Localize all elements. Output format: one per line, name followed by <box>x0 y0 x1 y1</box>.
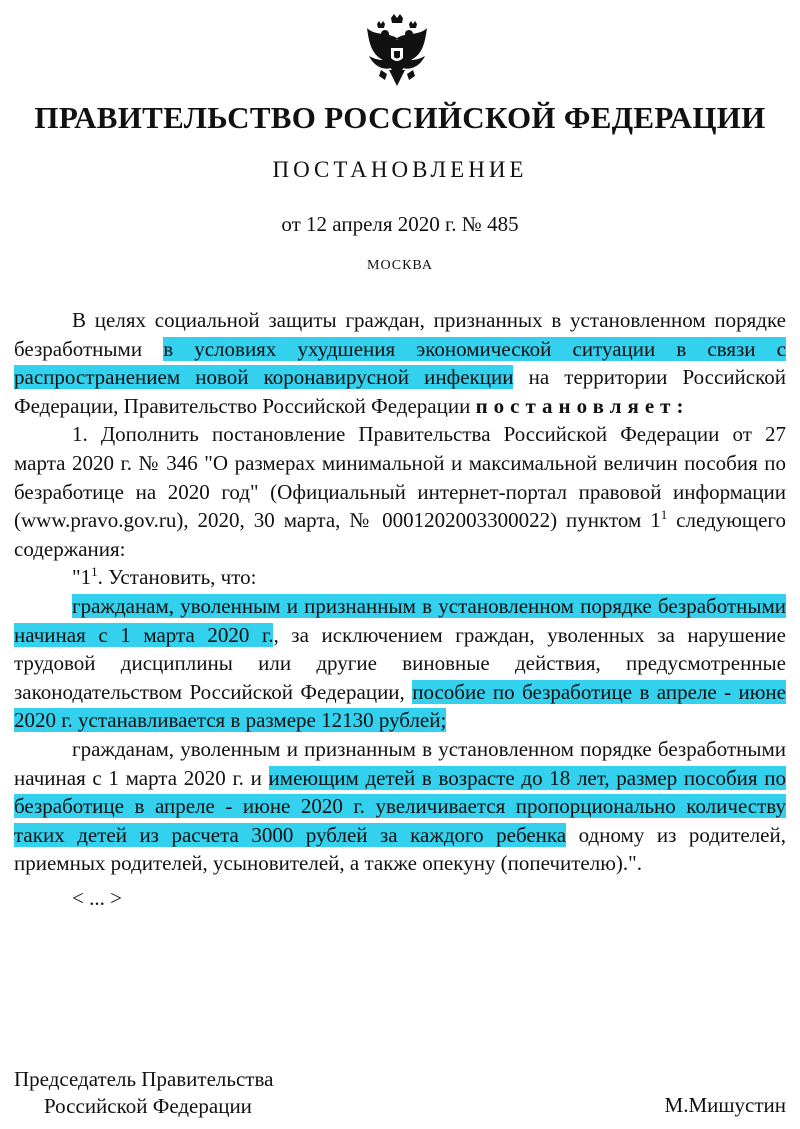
document-type: ПОСТАНОВЛЕНИЕ <box>272 157 528 182</box>
paragraph-b-text: гражданам, уволенным и признанным в установленном порядке безработными начиная с 1 марта 2020 г. и <box>14 736 786 790</box>
quote-heading-number: "1 <box>72 565 92 590</box>
preamble-text-end: на территории Российской Федерации, Правительство Российской Федерации <box>14 365 786 418</box>
government-title: ПРАВИТЕЛЬСТВО РОССИЙСКОЙ ФЕДЕРАЦИИ <box>34 100 766 135</box>
clause-1-paragraph <box>14 420 786 563</box>
paragraph-a-text: , за исключением граждан, уволенных за нарушение трудовой дисциплины или другие виновные действия, предусмотренные законодательством Российской Федерации, <box>14 622 786 704</box>
preamble-highlight: в условиях ухудшения экономической ситуации в связи с распространением новой коронавирусной инфекции <box>14 336 786 390</box>
document-body <box>14 306 786 912</box>
coat-of-arms-emblem <box>361 14 433 88</box>
clause-1-text: 1. Дополнить постановление Правительства Российской Федерации от 27 марта 2020 г. № 346 "О размерах минимальной и максимальной величин пособия по безработице на 2020 год" (Официальный интернет-портал правовой информации (www.pravo.gov.ru), 2020, 30 марта, № 0001202003300022) пунктом 1 <box>14 422 786 533</box>
preamble-text: В целях социальной защиты граждан, признанных в установленном порядке безработными <box>14 308 786 361</box>
paragraph-children-benefit <box>14 735 786 878</box>
clause-1-text-end: следующего содержания: <box>14 508 786 561</box>
signature-name: М.Мишустин <box>664 1093 786 1117</box>
paragraph-b-highlight: имеющим детей в возрасте до 18 лет, размер пособия по безработице в апреле - июне 2020 г. увеличивается пропорционально количеству таких детей из расчета 3000 рублей за каждого ребенка <box>14 765 786 847</box>
omission-mark: < ... > <box>72 885 122 910</box>
decrees-word: постановляет: <box>475 393 690 418</box>
clause-1-superscript: 1 <box>660 507 668 523</box>
paragraph-unemployed-benefit <box>14 592 786 735</box>
paragraph-a-highlight-2: пособие по безработице в апреле - июне 2020 г. устанавливается в размере 12130 рублей; <box>14 679 786 733</box>
quote-heading <box>14 563 786 592</box>
document-city: МОСКВА <box>367 258 433 273</box>
quote-heading-text: . Установить, что: <box>97 565 257 590</box>
signature-title-line-1: Председатель Правительства <box>14 1067 274 1091</box>
paragraph-a-highlight-1: гражданам, уволенным и признанным в установленном порядке безработными начиная с 1 марта 2020 г. <box>14 593 786 647</box>
quote-heading-superscript: 1 <box>91 564 98 580</box>
signature-title <box>14 1066 273 1120</box>
signature-title-line-2: Российской Федерации <box>44 1094 252 1118</box>
preamble-paragraph <box>14 306 786 420</box>
document-date-number: от 12 апреля 2020 г. № 485 <box>281 212 519 236</box>
paragraph-b-text-end: одному из родителей, приемных родителей, усыновителей, а также опекуну (попечителю).". <box>14 822 786 876</box>
